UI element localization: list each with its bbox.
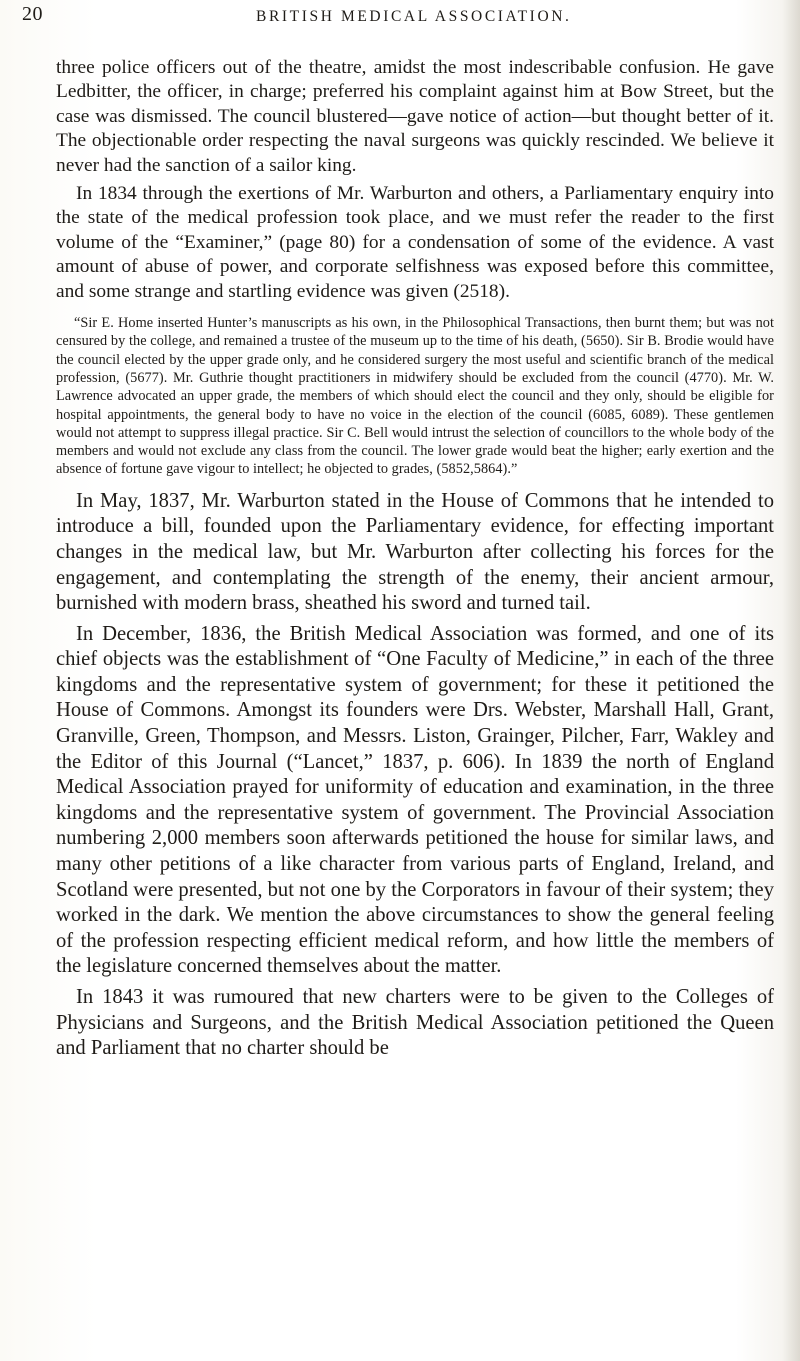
paragraph-5: In 1843 it was rumoured that new charters were to be given to the Colleges of Physicians and Surgeons, and the British Medical Association petitioned the Queen and Parliament that no charter should be: [56, 986, 774, 1060]
page-number: 20: [22, 3, 43, 25]
evidence-quote: “Sir E. Home inserted Hunter’s manuscripts as his own, in the Philosophical Transactions, then burnt them; but was not censured by the college, and remained a trustee of the museum up to the time of his death, (5650). Sir B. Brodie would have the council elected by the upper grade only, and he considered surgery the most useful and scientific branch of the medical profession, (5677). Mr. Guthrie thought practitioners in midwifery should be excluded from the council (4770). Mr. W. Lawrence advocated an upper grade, the members of which should elect the council and they only, should be eligible for hospital appointments, the general body to have no voice in the election of the council (6085, 6089). These gentlemen would not attempt to suppress illegal practice. Sir C. Bell would intrust the selection of councillors to the whole body of the members and would not exclude any class from the council. The lower grade would beat the higher; early exertion and the absence of fortune gave vigour to intellect; he objected to grades, (5852,5864).”: [56, 315, 774, 478]
paragraph-2: In 1834 through the exertions of Mr. Warburton and others, a Parliamentary enquiry into the state of the medical profession took place, and we must refer the reader to the first volume of the “Examiner,” (page 80) for a condensation of some of the evidence. A vast amount of abuse of power, and corporate selfishness was exposed before this committee, and some strange and startling evidence was given (2518).: [56, 183, 774, 302]
page-header: [0, 0, 800, 44]
page-edge-shadow: [782, 0, 800, 1361]
paragraph-3: In May, 1837, Mr. Warburton stated in the House of Commons that he intended to introduce a bill, founded upon the Parliamentary evidence, for effecting important changes in the medical law, but Mr. Warburton after collecting his forces for the engagement, and contemplating the strength of the enemy, their ancient armour, burnished with modern brass, sheathed his sword and turned tail.: [56, 489, 774, 615]
paragraph-4: In December, 1836, the British Medical Association was formed, and one of its chief objects was the establishment of “One Faculty of Medicine,” in each of the three kingdoms and the representative system of government; for these it petitioned the House of Commons. Amongst its founders were Drs. Webster, Marshall Hall, Grant, Granville, Green, Thompson, and Messrs. Liston, Grainger, Pilcher, Farr, Wakley and the Editor of this Journal (“Lancet,” 1837, p. 606). In 1839 the north of England Medical Association prayed for uniformity of education and examination, in the three kingdoms and the representative system of government. The Provincial Association numbering 2,000 members soon afterwards petitioned the house for similar laws, and many other petitions of a like character from various parts of England, Ireland, and Scotland were presented, but not one by the Corporators in favour of their system; they worked in the dark. We mention the above circumstances to show the general feeling of the profession respecting efficient medical reform, and how little the members of the legislature concerned themselves about the matter.: [56, 622, 774, 978]
body-text: [56, 56, 774, 1062]
running-title: BRITISH MEDICAL ASSOCIATION.: [256, 8, 572, 25]
paragraph-1: three police officers out of the theatre, amidst the most indescribable confusion. He gave Ledbitter, the officer, in charge; preferred his complaint against him at Bow Street, but the case was dismissed. The council blustered—gave notice of action—but thought better of it. The objectionable order respecting the naval surgeons was quickly rescinded. We believe it never had the sanction of a sailor king.: [56, 57, 774, 176]
